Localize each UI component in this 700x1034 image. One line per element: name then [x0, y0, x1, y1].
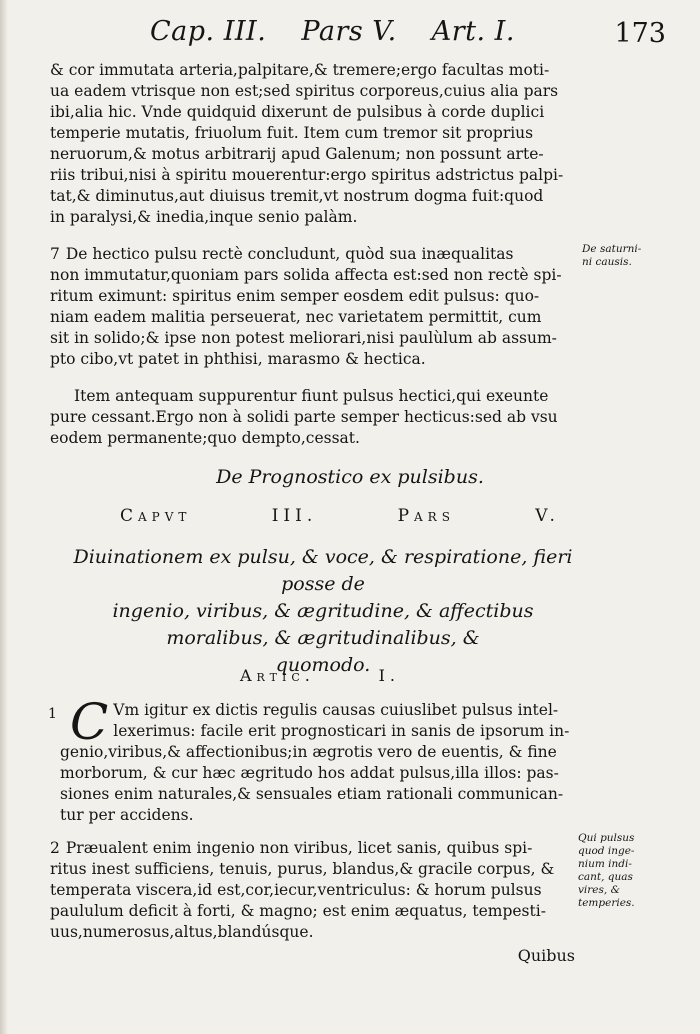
section-heading: De Prognostico ex pulsibus. [216, 466, 484, 488]
margin-note-line: Qui pulsus [578, 832, 635, 844]
text-line: paululum deficit à forti, & magno; est enim æquatus, tempesti- [50, 902, 546, 920]
margin-note-line: nium indi- [578, 858, 632, 870]
text-line [50, 838, 575, 859]
text-line: pto cibo,vt patet in phthisi, marasmo & hectica. [50, 350, 426, 368]
text-line: Item antequam suppurentur fiunt pulsus hectici,qui exeunte [74, 387, 549, 405]
text-line: tat,& diminutus,aut diuisus tremit,vt nostrum dogma fuit:quod [50, 187, 544, 205]
margin-note-1 [582, 243, 646, 269]
margin-note-line: quod inge- [578, 845, 635, 857]
header-pars: Pars V. [301, 16, 397, 47]
page-number: 173 [614, 18, 666, 49]
artic-number: I. [378, 666, 400, 685]
article-heading [240, 666, 400, 685]
text-line-content: De hectico pulsu rectè concludunt, quòd sua inæqualitas [65, 245, 514, 263]
text-line: tur per accidens. [60, 806, 194, 824]
pars-label: Pars [397, 506, 455, 526]
chapter-heading [120, 506, 560, 526]
text-line: uus,numerosus,altus,blandúsque. [50, 923, 314, 941]
subtitle-line: ingenio, viribus, & ægritudine, & affectibus [112, 600, 534, 622]
margin-note-line: vires, & [578, 884, 620, 896]
subtitle-line: Diuinationem ex pulsu, & voce, & respiratione, fieri posse de [73, 546, 573, 595]
text-line: siones enim naturales,& sensuales etiam rationali communican- [60, 785, 564, 803]
text-line: pure cessant.Ergo non à solidi parte semper hecticus:sed ab vsu [50, 408, 558, 426]
text-line [50, 244, 575, 265]
artic-label: Artic. [240, 666, 315, 685]
paragraph-number: 2 [50, 839, 60, 857]
margin-note-line: De saturni- [582, 243, 642, 255]
text-line: Vm igitur ex dictis regulis causas cuiuslibet pulsus intel- [113, 701, 559, 719]
article-paragraph-2 [50, 838, 575, 943]
margin-note-line: temperies. [578, 897, 635, 909]
text-line: & cor immutata arteria,palpitare,& tremere;ergo facultas moti- [50, 61, 550, 79]
text-line: niam eadem malitia perseuerat, nec varietatem permittit, cum [50, 308, 542, 326]
drop-capital: C [70, 693, 109, 751]
catchword: Quibus [517, 946, 575, 965]
paragraph-number: 1 [48, 706, 57, 722]
text-line: lexerimus: facile erit prognosticari in sanis de ipsorum in- [113, 722, 570, 740]
margin-note-line: cant, quas [578, 871, 633, 883]
paragraph-1 [50, 60, 575, 228]
text-line: sit in solido;& ipse non potest meliorari,nisi paulùlum ab assum- [50, 329, 557, 347]
text-line: temperata viscera,id est,cor,iecur,ventriculus: & horum pulsus [50, 881, 542, 899]
pars-number: V. [535, 506, 560, 526]
margin-note-line: ni causis. [582, 256, 632, 268]
paragraph-3 [50, 386, 575, 449]
text-line: non immutatur,quoniam pars solida affecta est:sed non rectè spi- [50, 266, 562, 284]
chapter-subtitle [58, 544, 588, 679]
text-line: ritus inest sufficiens, tenuis, purus, blandus,& gracile corpus, & [50, 860, 555, 878]
text-line: in paralysi,& inedia,inque senio palàm. [50, 208, 358, 226]
text-line: temperie mutatis, friuolum fuit. Item cum tremor sit proprius [50, 124, 534, 142]
article-paragraph-1 [60, 693, 575, 826]
header-cap: Cap. III. [150, 16, 267, 47]
subtitle-line: quomodo. [275, 654, 371, 676]
text-line: genio,viribus,& affectionibus;in ægrotis vero de euentis, & fine [60, 743, 557, 761]
text-line: riis tribui,nisi à spiritu mouerentur:ergo spiritus adstrictus palpi- [50, 166, 564, 184]
margin-note-2 [578, 832, 654, 910]
page-gutter-shadow [0, 0, 8, 1034]
running-header [150, 16, 590, 47]
text-line: ibi,alia hic. Vnde quidquid dixerunt de pulsibus à corde duplici [50, 103, 545, 121]
text-line-content: Præualent enim ingenio non viribus, licet sanis, quibus spi- [65, 839, 533, 857]
paragraph-2 [50, 244, 575, 370]
text-line: ritum eximunt: spiritus enim semper eosdem edit pulsus: quo- [50, 287, 540, 305]
header-art: Art. I. [431, 16, 515, 47]
subtitle-line: moralibus, & ægritudinalibus, & [166, 627, 480, 649]
text-line: morborum, & cur hæc ægritudo hos addat pulsus,illa illos: pas- [60, 764, 559, 782]
paragraph-number: 7 [50, 245, 60, 263]
caput-label: Capvt [120, 506, 192, 526]
caput-number: III. [271, 506, 318, 526]
text-line: ua eadem vtrisque non est;sed spiritus corporeus,cuius alia pars [50, 82, 559, 100]
text-line: eodem permanente;quo dempto,cessat. [50, 429, 360, 447]
text-line: neruorum,& motus arbitrarij apud Galenum; non possunt arte- [50, 145, 544, 163]
